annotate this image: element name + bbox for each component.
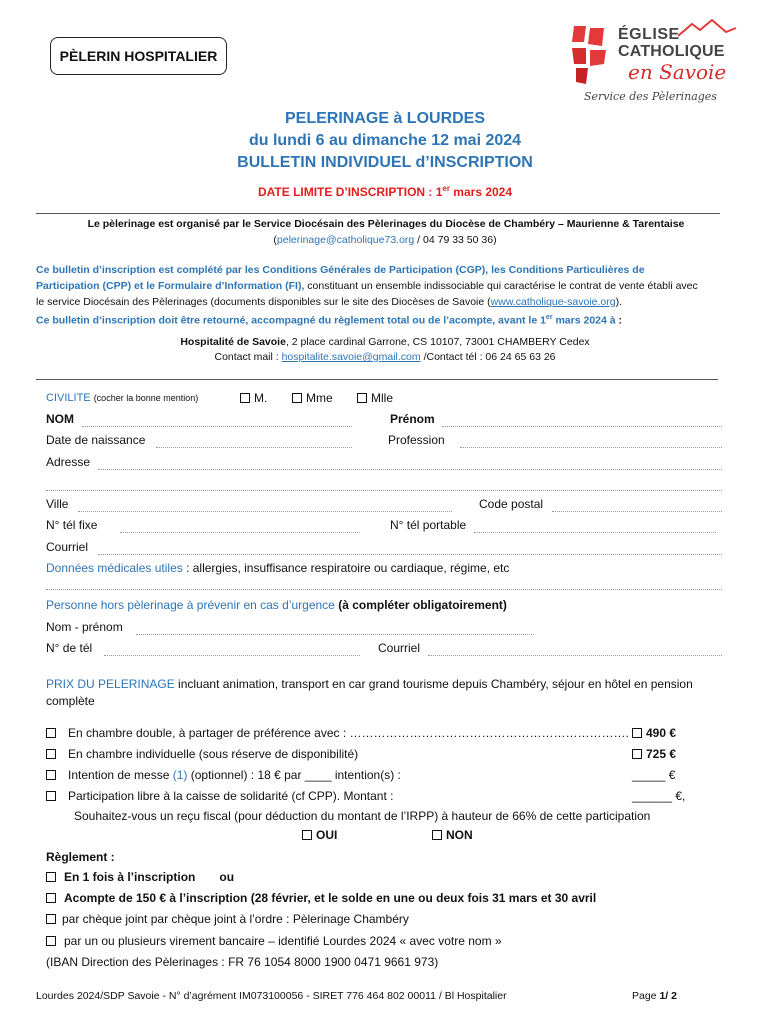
iban: (IBAN Direction des Pèlerinages : FR 76 1054 8000 1900 0471 9661 973) bbox=[46, 955, 439, 969]
cgp-paragraph: Ce bulletin d’inscription est complété par les Conditions Générales de Participation (CGP), les Conditions Particulières de Participation (CPP) et le Formulaire d’Information (FI), constituant un ensemble indissociable qui caractérise le contrat de vente établi avec le service Diocésain des Pèlerinages (documents disponibles sur le site des Diocèses de Savoie (www.catholique-savoie.org). Ce bulletin d’inscription doit être retourné, accompagné du règlement total ou de l’acompte, avant le 1er mars 2024 à : bbox=[36, 264, 698, 327]
civility-mlle[interactable]: Mlle bbox=[357, 391, 393, 405]
role-badge: PÈLERIN HOSPITALIER bbox=[50, 37, 227, 75]
return-address: Hospitalité de Savoie, 2 place cardinal Garrone, CS 10107, 73001 CHAMBERY Cedex bbox=[180, 336, 590, 348]
prenom-label: Prénom bbox=[390, 412, 435, 426]
checkbox-icon[interactable] bbox=[46, 749, 56, 759]
divider-form bbox=[36, 379, 718, 380]
prix-option-messe[interactable]: Intention de messe (1) (optionnel) : 18 € par ____ intention(s) : bbox=[46, 768, 401, 782]
nom-prenom-field[interactable] bbox=[136, 622, 534, 635]
checkbox-icon[interactable] bbox=[632, 749, 642, 759]
ville-field[interactable] bbox=[78, 499, 452, 512]
emergency-courriel-field[interactable] bbox=[428, 643, 722, 656]
ville-label: Ville bbox=[46, 497, 69, 511]
code-postal-label: Code postal bbox=[479, 497, 544, 511]
reglement-title: Règlement : bbox=[46, 850, 115, 864]
emergency-courriel-label: Courriel bbox=[378, 641, 421, 655]
checkbox-icon[interactable] bbox=[632, 728, 642, 738]
birth-field[interactable] bbox=[156, 435, 352, 448]
code-postal-field[interactable] bbox=[552, 499, 722, 512]
prix-individuelle-price: 725 € bbox=[632, 747, 676, 761]
profession-field[interactable] bbox=[460, 435, 722, 448]
tel-portable-field[interactable] bbox=[474, 520, 716, 533]
prix-option-solidarite[interactable]: Participation libre à la caisse de solidarité (cf CPP). Montant : bbox=[46, 789, 393, 803]
hospitalite-email-link[interactable]: hospitalite.savoie@gmail.com bbox=[281, 351, 421, 363]
title-line2: du lundi 6 au dimanche 12 mai 2024 bbox=[248, 132, 522, 149]
medical-row: Données médicales utiles : allergies, insuffisance respiratoire ou cardiaque, régime, etc bbox=[46, 561, 510, 575]
checkbox-icon[interactable] bbox=[46, 872, 56, 882]
nom-field[interactable] bbox=[82, 414, 352, 427]
checkbox-icon[interactable] bbox=[46, 728, 56, 738]
checkbox-icon[interactable] bbox=[357, 393, 367, 403]
tel-fixe-field[interactable] bbox=[120, 520, 360, 533]
emergency-title: Personne hors pèlerinage à prévenir en cas d’urgence (à compléter obligatoirement) bbox=[46, 598, 507, 612]
birth-label: Date de naissance bbox=[46, 433, 146, 447]
civility-m[interactable]: M. bbox=[240, 391, 267, 405]
title-line1: PELERINAGE à LOURDES bbox=[284, 110, 486, 127]
profession-label: Profession bbox=[388, 433, 445, 447]
mountain-icon bbox=[678, 18, 738, 38]
logo-line1: ÉGLISE bbox=[618, 26, 680, 43]
checkbox-icon[interactable] bbox=[292, 393, 302, 403]
medical-field[interactable] bbox=[46, 577, 722, 590]
page-number: Page 1/ 2 bbox=[632, 990, 677, 1002]
fiscal-question: Souhaitez-vous un reçu fiscal (pour déduction du montant de l’IRPP) à hauteur de 66% de cette participation bbox=[74, 809, 651, 823]
organized-by: Le pèlerinage est organisé par le Service Diocésain des Pèlerinages du Diocèse de Chambéry – Maurienne & Tarentaise bbox=[87, 218, 685, 230]
civility-mme[interactable]: Mme bbox=[292, 391, 333, 405]
prix-messe-amount[interactable]: _____ € bbox=[632, 768, 676, 782]
reglement-option-acompte[interactable]: Acompte de 150 € à l’inscription (28 février, et le solde en une ou deux fois 31 mars et 30 avril bbox=[46, 891, 596, 905]
prix-option-double[interactable]: En chambre double, à partager de préférence avec : ……………………………………………………………. bbox=[46, 726, 629, 740]
checkbox-icon[interactable] bbox=[46, 893, 56, 903]
reglement-option-virement[interactable]: par un ou plusieurs virement bancaire – identifié Lourdes 2024 « avec votre nom » bbox=[46, 934, 502, 948]
nom-prenom-label: Nom - prénom bbox=[46, 620, 123, 634]
checkbox-icon[interactable] bbox=[46, 791, 56, 801]
title-line3: BULLETIN INDIVIDUEL d’INSCRIPTION bbox=[237, 154, 533, 171]
courriel-label: Courriel bbox=[46, 540, 89, 554]
fiscal-non[interactable]: NON bbox=[432, 828, 473, 842]
checkbox-icon[interactable] bbox=[240, 393, 250, 403]
adresse-field-2[interactable] bbox=[46, 478, 722, 491]
emergency-tel-field[interactable] bbox=[104, 643, 360, 656]
deadline: DATE LIMITE D’INSCRIPTION : 1er mars 2024 bbox=[257, 184, 513, 199]
footer-left: Lourdes 2024/SDP Savoie - N° d’agrément IM073100056 - SIRET 776 464 802 00011 / Bl Hospitalier bbox=[36, 990, 507, 1002]
tel-fixe-label: N° tél fixe bbox=[46, 518, 98, 532]
nom-label: NOM bbox=[46, 412, 74, 426]
cross-icon bbox=[570, 24, 612, 86]
prix-double-price: 490 € bbox=[632, 726, 676, 740]
checkbox-icon[interactable] bbox=[46, 936, 56, 946]
tel-portable-label: N° tél portable bbox=[390, 518, 467, 532]
courriel-field[interactable] bbox=[98, 542, 722, 555]
prix-option-individuelle[interactable]: En chambre individuelle (sous réserve de disponibilité) bbox=[46, 747, 358, 761]
checkbox-icon[interactable] bbox=[302, 830, 312, 840]
checkbox-icon[interactable] bbox=[46, 770, 56, 780]
service-email[interactable]: pelerinage@catholique73.org bbox=[276, 234, 415, 246]
civility-row: CIVILITE (cocher la bonne mention) bbox=[46, 392, 199, 404]
logo-tagline: Service des Pèlerinages bbox=[584, 90, 717, 103]
prenom-field[interactable] bbox=[442, 414, 722, 427]
divider-top bbox=[36, 213, 720, 214]
service-contact: (pelerinage@catholique73.org / 04 79 33 50 36) bbox=[273, 234, 497, 246]
checkbox-icon[interactable] bbox=[432, 830, 442, 840]
reglement-option-1fois[interactable]: En 1 fois à l’inscription ou bbox=[46, 870, 234, 884]
adresse-label: Adresse bbox=[46, 455, 91, 469]
prix-solidarite-amount[interactable]: ______ €, bbox=[632, 789, 686, 803]
reglement-option-cheque[interactable]: par chèque joint par chèque joint à l’ordre : Pèlerinage Chambéry bbox=[46, 912, 409, 926]
catholique-savoie-link[interactable]: www.catholique-savoie.org bbox=[490, 296, 616, 308]
emergency-tel-label: N° de tél bbox=[46, 641, 93, 655]
logo-line3: en Savoie bbox=[628, 60, 727, 84]
fiscal-oui[interactable]: OUI bbox=[302, 828, 337, 842]
logo bbox=[570, 22, 745, 107]
prix-intro: PRIX DU PELERINAGE incluant animation, transport en car grand tourisme depuis Chambéry, séjour en hôtel en pension complète bbox=[46, 677, 693, 708]
adresse-field[interactable] bbox=[98, 457, 722, 470]
logo-line2: CATHOLIQUE bbox=[618, 43, 725, 60]
hospitalite-contact: Contact mail : hospitalite.savoie@gmail.com /Contact tél : 06 24 65 63 26 bbox=[214, 351, 556, 363]
checkbox-icon[interactable] bbox=[46, 914, 56, 924]
